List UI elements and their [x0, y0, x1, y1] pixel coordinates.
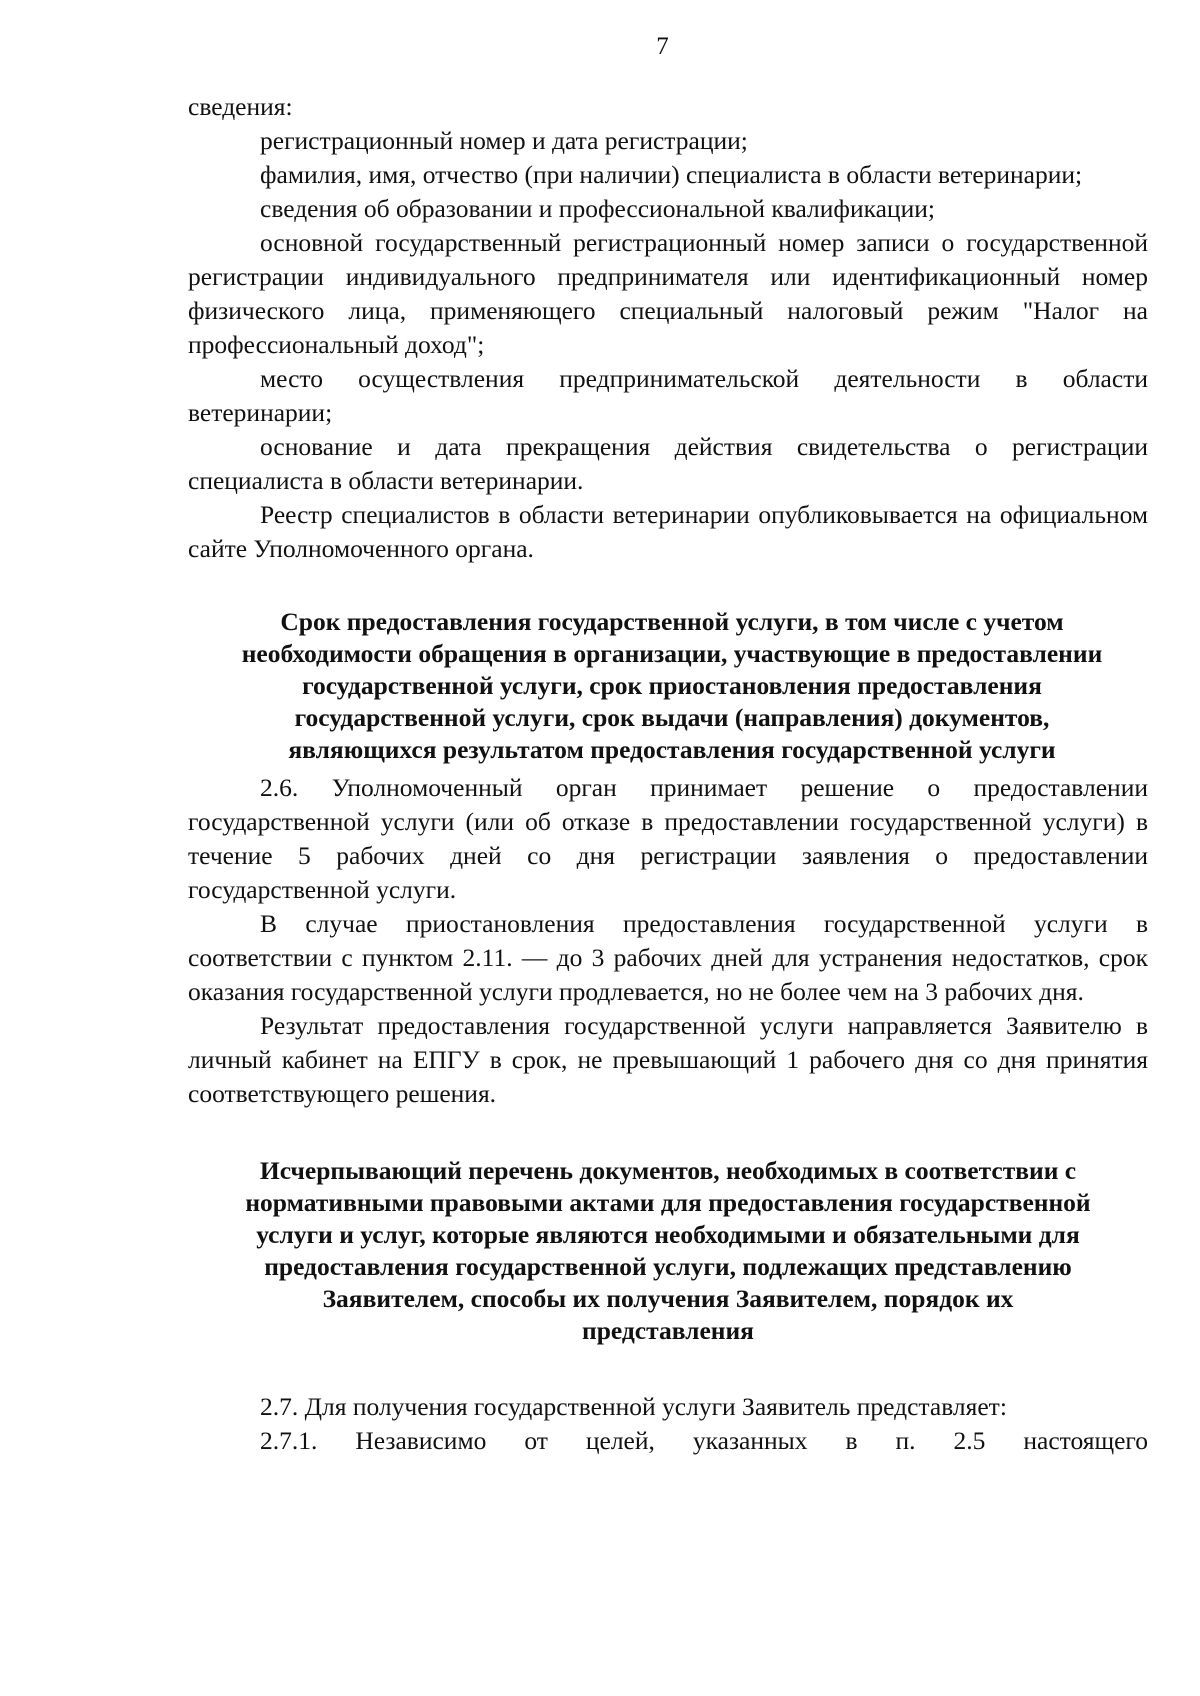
- paragraph-full-name: фамилия, имя, отчество (при наличии) специалиста в области ветеринарии;: [260, 160, 1083, 189]
- paragraph-registry-publication: Реестр специалистов в области ветеринарии опубликовывается на официальном сайте Уполномоченного органа.: [188, 500, 1148, 563]
- heading-line: представления: [582, 1316, 754, 1345]
- paragraph-result-delivery: Результат предоставления государственной услуги направляется Заявителю в личный кабинет на ЕПГУ в срок, не превышающий 1 рабочего дня со дня принятия соответствующего решения.: [188, 1011, 1148, 1108]
- heading-line: государственной услуги, срок выдачи (направления) документов,: [294, 703, 1050, 732]
- heading-line: Срок предоставления государственной услуги, в том числе с учетом: [280, 607, 1064, 636]
- page-number: 7: [656, 33, 669, 60]
- heading-line: являющихся результатом предоставления государственной услуги: [288, 735, 1056, 764]
- section-heading-service-term: [188, 606, 1148, 766]
- heading-line: государственной услуги, срок приостановления предоставления: [302, 671, 1042, 700]
- paragraph-registration-number: регистрационный номер и дата регистрации;: [260, 126, 748, 155]
- paragraph-intro: сведения:: [188, 92, 293, 121]
- paragraph-suspension: В случае приостановления предоставления государственной услуги в соответствии с пунктом 2.11. — до 3 рабочих дней для устранения недостатков, срок оказания государственной услуги продлевается, но не более чем на 3 рабочих дня.: [188, 909, 1148, 1006]
- heading-line: необходимости обращения в организации, участвующие в предоставлении: [241, 639, 1103, 668]
- heading-line: услуги и услуг, которые являются необходимыми и обязательными для: [256, 1220, 1080, 1249]
- section-heading-documents-list: [188, 1155, 1148, 1347]
- document-body: [188, 90, 1148, 1458]
- heading-line: предоставления государственной услуги, подлежащих представлению: [264, 1252, 1072, 1281]
- paragraph-2-7-1: 2.7.1. Независимо от целей, указанных в п. 2.5 настоящего: [260, 1426, 1148, 1455]
- heading-line: нормативными правовыми актами для предоставления государственной: [245, 1188, 1091, 1217]
- heading-line: Заявителем, способы их получения Заявителем, порядок их: [322, 1284, 1014, 1313]
- heading-line: Исчерпывающий перечень документов, необходимых в соответствии с: [259, 1156, 1077, 1185]
- paragraph-registration-record: основной государственный регистрационный номер записи о государственной регистрации индивидуального предпринимателя или идентификационный номер физического лица, применяющего специальный налоговый режим "Налог на профессиональный доход";: [188, 228, 1148, 359]
- paragraph-place-of-activity: место осуществления предпринимательской деятельности в области ветеринарии;: [188, 364, 1148, 427]
- paragraph-2-6: 2.6. Уполномоченный орган принимает решение о предоставлении государственной услуги (или об отказе в предоставлении государственной услуги) в течение 5 рабочих дней со дня регистрации заявления о предоставлении государственной услуги.: [188, 773, 1148, 904]
- paragraph-2-7: 2.7. Для получения государственной услуги Заявитель представляет:: [260, 1392, 1007, 1421]
- paragraph-education: сведения об образовании и профессиональной квалификации;: [260, 194, 935, 223]
- paragraph-termination-basis: основание и дата прекращения действия свидетельства о регистрации специалиста в области ветеринарии.: [188, 432, 1148, 495]
